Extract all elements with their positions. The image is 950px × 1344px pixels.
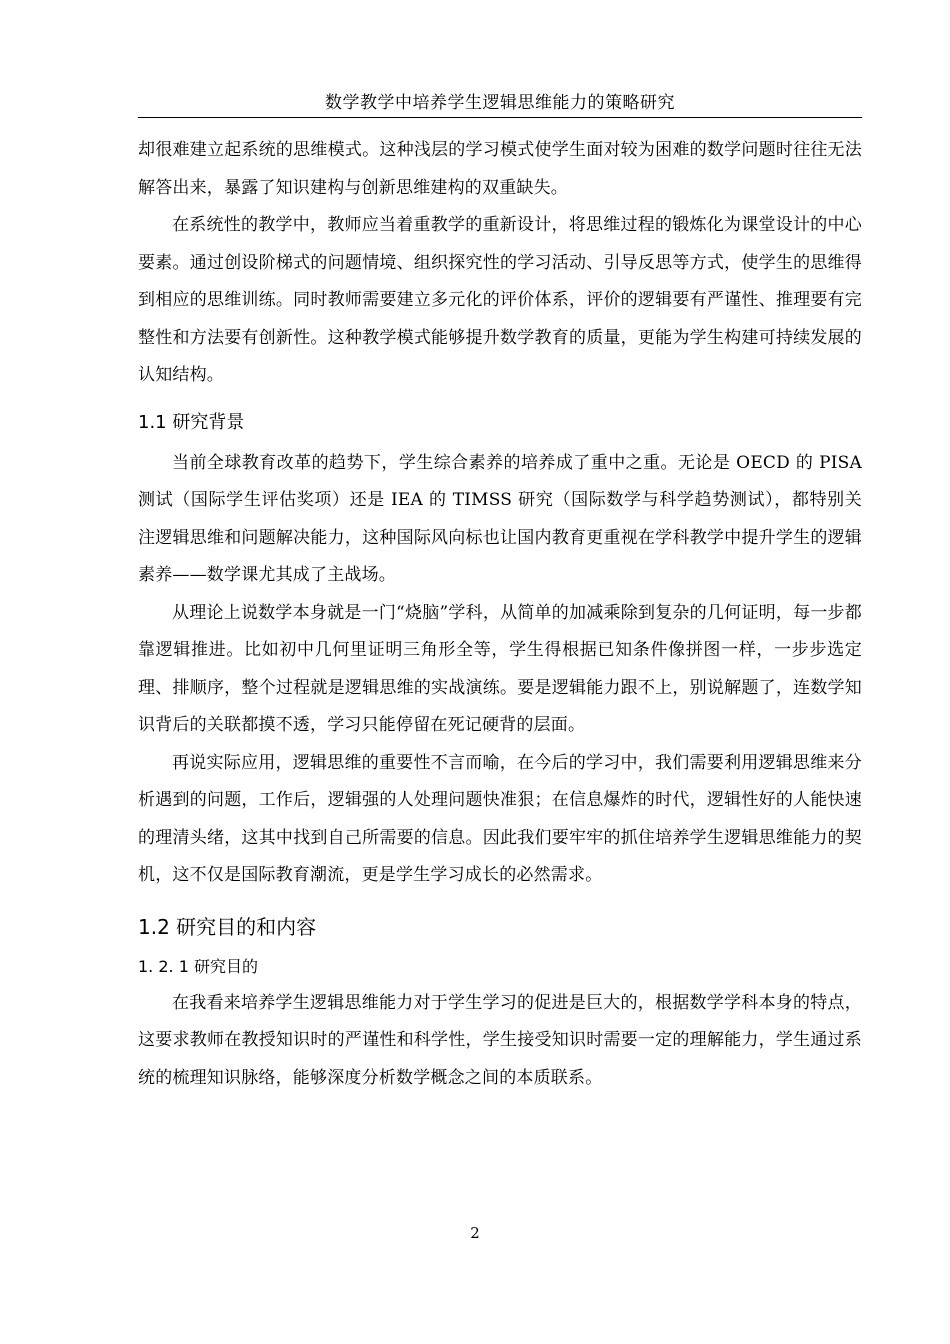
section-heading-1-1: 1.1 研究背景 bbox=[138, 411, 245, 433]
paragraph-background-3: 再说实际应用，逻辑思维的重要性不言而喻，在今后的学习中，我们需要利用逻辑思维来分析遇到的问题，工作后，逻辑强的人处理问题快准狠；在信息爆炸的时代，逻辑性好的人能快速的理清头绪，这其中找到自己所需要的信息。因此我们要牢牢的抓住培养学生逻辑思维能力的契机，这不仅是国际教育潮流，更是学生学习成长的必然需求。 bbox=[138, 752, 862, 885]
page-body bbox=[138, 132, 862, 1097]
paragraph-background-2: 从理论上说数学本身就是一门“烧脑”学科，从简单的加减乘除到复杂的几何证明，每一步都靠逻辑推进。比如初中几何里证明三角形全等，学生得根据已知条件像拼图一样，一步步选定理、排顺序，整个过程就是逻辑思维的实战演练。要是逻辑能力跟不上，别说解题了，连数学知识背后的关联都摸不透，学习只能停留在死记硬背的层面。 bbox=[138, 602, 862, 735]
paragraph-systematic-teaching: 在系统性的教学中，教师应当着重教学的重新设计，将思维过程的锻炼化为课堂设计的中心要素。通过创设阶梯式的问题情境、组织探究性的学习活动、引导反思等方式，使学生的思维得到相应的思维训练。同时教师需要建立多元化的评价体系，评价的逻辑要有严谨性、推理要有完整性和方法要有创新性。这种教学模式能够提升数学教育的质量，更能为学生构建可持续发展的认知结构。 bbox=[138, 215, 862, 385]
running-header-title: 数学教学中培养学生逻辑思维能力的策略研究 bbox=[325, 93, 675, 113]
paragraph-research-purpose: 在我看来培养学生逻辑思维能力对于学生学习的促进是巨大的，根据数学学科本身的特点，这要求教师在教授知识时的严谨性和科学性，学生接受知识时需要一定的理解能力，学生通过系统的梳理知识脉络，能够深度分析数学概念之间的本质联系。 bbox=[138, 992, 862, 1088]
header-divider bbox=[138, 117, 862, 118]
subsection-heading-1-2-1: 1. 2. 1 研究目的 bbox=[138, 956, 258, 976]
section-heading-1-2: 1.2 研究目的和内容 bbox=[138, 914, 317, 939]
continued-paragraph: 却很难建立起系统的思维模式。这种浅层的学习模式使学生面对较为困难的数学问题时往往无法解答出来，暴露了知识建构与创新思维建构的双重缺失。 bbox=[138, 140, 862, 198]
paragraph-background-1: 当前全球教育改革的趋势下，学生综合素养的培养成了重中之重。无论是 OECD 的 PISA 测试（国际学生评估奖项）还是 IEA 的 TIMSS 研究（国际数学与科学趋势测试），都特别关注逻辑思维和问题解决能力，这种国际风向标也让国内教育更重视在学科教学中提升学生的逻辑素养——数学课尤其成了主战场。 bbox=[138, 452, 862, 585]
page-number: 2 bbox=[470, 1224, 480, 1242]
